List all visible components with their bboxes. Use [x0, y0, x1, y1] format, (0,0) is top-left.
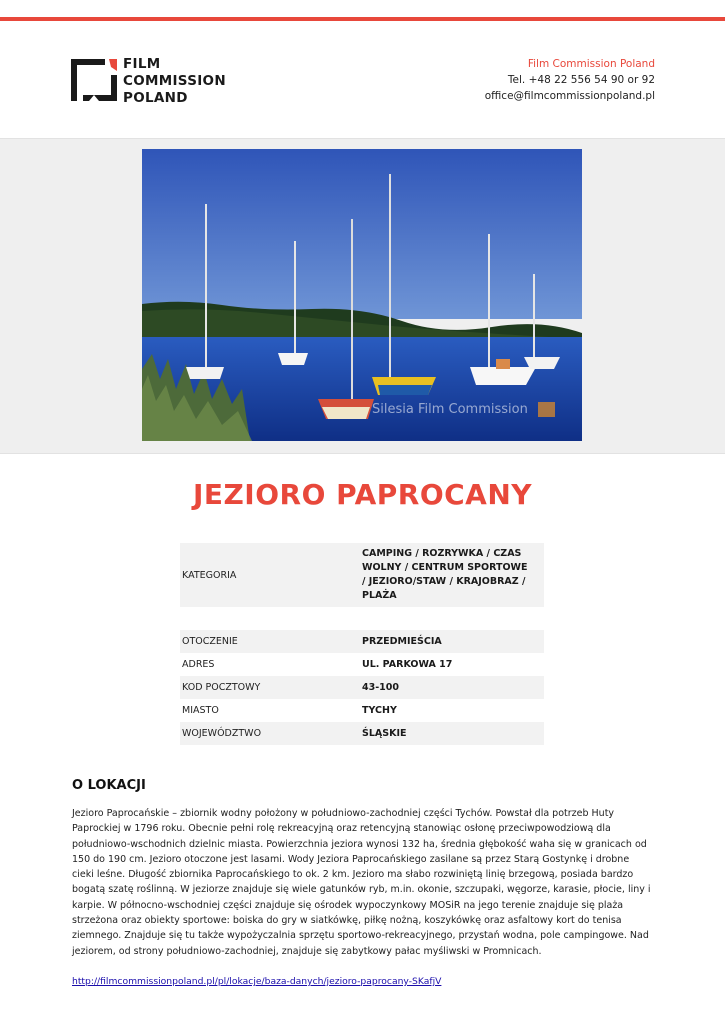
details-value: UL. PARKOWA 17: [362, 658, 453, 670]
details-row: [180, 653, 544, 676]
details-row: [180, 630, 544, 653]
details-row: [180, 543, 544, 607]
contact-email[interactable]: office@filmcommissionpoland.pl: [484, 90, 655, 102]
page-header: [0, 21, 725, 138]
contact-org: Film Commission Poland: [527, 58, 655, 70]
details-value: TYCHY: [362, 704, 397, 716]
photo-watermark: Silesia Film Commission: [372, 402, 528, 417]
watermark-logo-icon: [538, 402, 555, 417]
contact-block: [485, 56, 655, 104]
details-value: CAMPING / ROZRYWKA / CZAS WOLNY / CENTRUM SPORTOWE / JEZIORO/STAW / KRAJOBRAZ / PLAŻA: [362, 548, 528, 601]
details-row: [180, 722, 544, 745]
details-label: WOJEWÓDZTWO: [182, 728, 262, 739]
details-label: ADRES: [182, 659, 215, 670]
about-heading: O LOKACJI: [72, 778, 146, 793]
details-value: 43-100: [362, 681, 399, 693]
logo-line-poland: POLAND: [123, 90, 188, 106]
page-title: JEZIORO PAPROCANY: [192, 478, 533, 511]
contact-phone: Tel. +48 22 556 54 90 or 92: [507, 74, 655, 86]
details-row: [180, 699, 544, 722]
details-value: ŚLĄSKIE: [362, 727, 407, 739]
details-label: MIASTO: [182, 705, 219, 716]
details-label: KOD POCZTOWY: [182, 682, 261, 693]
details-value: PRZEDMIEŚCIA: [362, 635, 442, 647]
logo-wordmark: [123, 56, 226, 107]
photo-band: [0, 138, 725, 454]
logo-frame-icon: [69, 57, 119, 107]
about-text: Jezioro Paprocańskie – zbiornik wodny położony w południowo-zachodniej części Tychów. Powstał dla potrzeb Huty Paprockiej w 1796 roku. Obecnie pełni rolę rekreacyjną oraz retencyjną stanowiąc osłonę przeciwpowodziową dla południowo-wschodnich dzielnic miasta. Powierzchnia jeziora wynosi 132 ha, średnia głębokość waha się w granicach od 150 do 190 cm. Jezioro otoczone jest lasami. Wody Jeziora Paprocańskiego zasilane są przez Starą Gostynkę i drobne cieki leśne. Długość zbiornika Paprocańskiego to ok. 2 km. Jezioro ma słabo rozwiniętą linię brzegową, posiada bardzo bogatą szatę roślinną. W jeziorze znajduje się wiele gatunków ryb, m.in. okonie, szczupaki, węgorze, karasie, płocie, liny i karpie. W północno-wschodniej części znajduje się ośrodek wypoczynkowy MOSiR na jego terenie znajduje się plaża strzeżona oraz obiekty sportowe: boiska do gry w siatkówkę, piłkę nożną, koszykówkę oraz asfaltowy kort do tenisa ziemnego. Znajduje się tu także wypożyczalnia sprzętu sportowo-rekreacyjnego, przystań wodna, pole campingowe. Nad jeziorem, od strony południowo-zachodniej, znajduje się zabytkowy pałac myśliwski w Promnicach.: [72, 808, 651, 957]
details-row: [180, 676, 544, 699]
film-commission-poland-logo: [69, 57, 229, 109]
location-url-link[interactable]: http://filmcommissionpoland.pl/pl/lokacje/baza-danych/jezioro-paprocany-SKafjV: [72, 976, 442, 987]
logo-line-film: FILM: [123, 56, 161, 72]
details-label: OTOCZENIE: [182, 636, 238, 647]
logo-line-commission: COMMISSION: [123, 73, 226, 89]
location-photo: [142, 149, 582, 441]
lake-sailboats-image: [142, 149, 582, 441]
details-label: KATEGORIA: [182, 569, 237, 581]
